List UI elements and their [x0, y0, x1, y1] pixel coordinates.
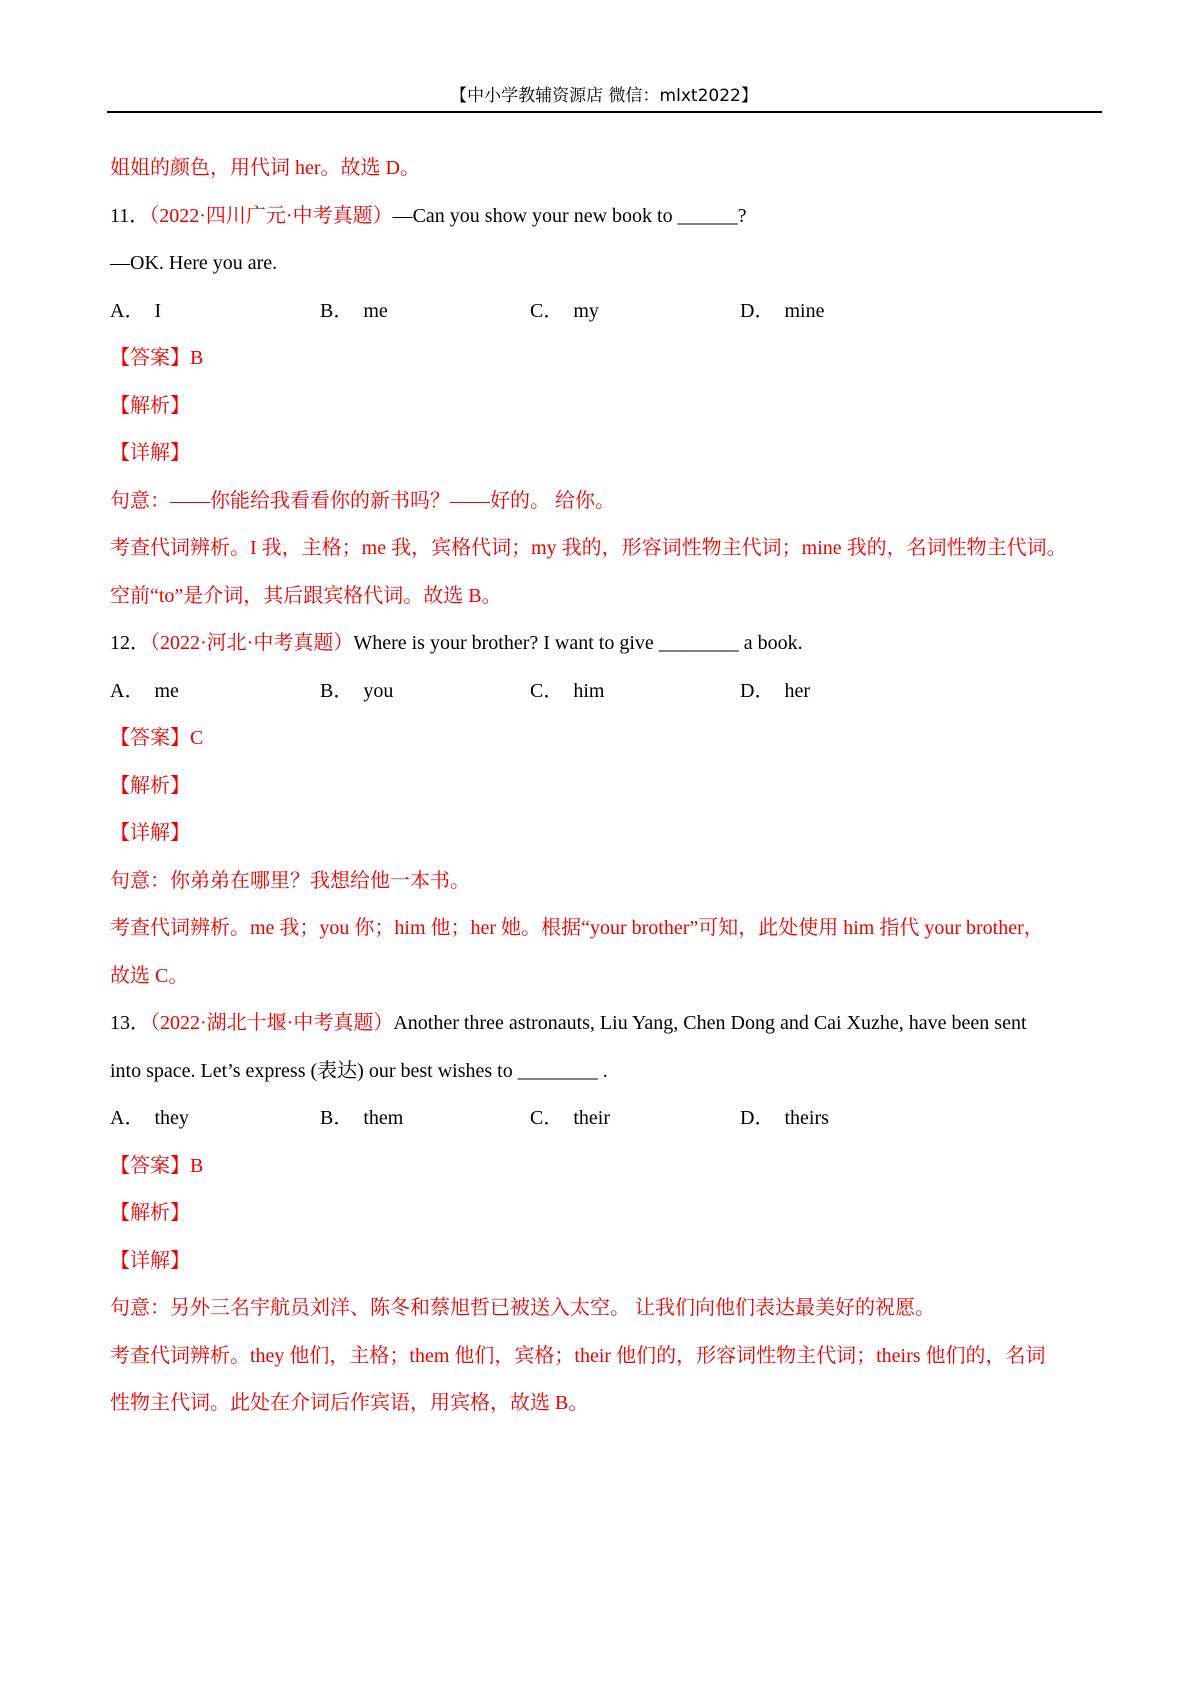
question-source: （2022·湖北十堰·中考真题） — [150, 1012, 394, 1034]
option-b — [320, 668, 530, 716]
option-text: they — [154, 1107, 189, 1129]
analysis-label: 【解析】 — [110, 774, 190, 797]
option-letter: B． — [320, 1107, 354, 1129]
explanation-line: 句意：——你能给我看看你的新书吗？——好的。 给你。 — [110, 489, 615, 512]
option-text: them — [363, 1107, 404, 1129]
option-c — [530, 1095, 740, 1143]
question-number: 11． — [110, 204, 150, 227]
document-body — [110, 145, 1105, 1428]
option-text: theirs — [784, 1107, 829, 1129]
question-source: （2022·河北·中考真题） — [150, 632, 354, 654]
option-d — [740, 1095, 950, 1143]
option-text: me — [363, 299, 388, 322]
option-b — [320, 288, 530, 336]
explanation-line: 句意：你弟弟在哪里？我想给他一本书。 — [110, 869, 470, 892]
option-d — [740, 668, 950, 716]
option-letter: C． — [530, 299, 564, 322]
options-row — [110, 668, 1105, 716]
option-letter: A． — [110, 299, 145, 322]
stem-text: —Can you show your new book to ______? — [392, 204, 747, 227]
option-d — [740, 288, 950, 336]
options-row — [110, 1095, 1105, 1143]
question-number: 12． — [110, 632, 150, 654]
option-letter: B． — [320, 299, 354, 322]
answer-label: 【答案】B — [110, 1154, 204, 1177]
answer-label: 【答案】C — [110, 727, 204, 749]
stem-text: into space. Let’s express (表达) our best wishes to ________ . — [110, 1059, 608, 1082]
option-b — [320, 1095, 530, 1143]
option-letter: A． — [110, 679, 145, 702]
header-divider — [107, 111, 1102, 113]
header-text: 【中小学教辅资源店 微信：mlxt2022】 — [450, 86, 758, 106]
option-c — [530, 668, 740, 716]
option-text: I — [154, 299, 162, 322]
explanation-line: 考查代词辨析。me 我；you 你；him 他；her 她。根据“your brother”可知，此处使用 him 指代 your brother， — [110, 917, 1044, 939]
option-letter: A． — [110, 1107, 145, 1129]
question-number: 13． — [110, 1012, 150, 1034]
explanation-line: 空前“to”是介词，其后跟宾格代词。故选 B。 — [110, 584, 502, 607]
option-c — [530, 288, 740, 336]
option-letter: B． — [320, 679, 354, 702]
intro-line: 姐姐的颜色，用代词 her。故选 D。 — [110, 157, 420, 179]
detail-label: 【详解】 — [110, 442, 190, 464]
question-12 — [110, 620, 1105, 1000]
option-a — [110, 668, 320, 716]
answer-label: 【答案】B — [110, 347, 204, 369]
option-text: him — [573, 679, 605, 702]
analysis-label: 【解析】 — [110, 394, 190, 417]
question-11 — [110, 193, 1105, 621]
explanation-line: 句意：另外三名宇航员刘洋、陈冬和蔡旭哲已被送入太空。 让我们向他们表达最美好的祝愿。 — [110, 1297, 935, 1319]
option-letter: D． — [740, 1107, 775, 1129]
option-a — [110, 288, 320, 336]
option-text: mine — [784, 299, 825, 322]
question-source: （2022·四川广元·中考真题） — [149, 204, 393, 227]
question-13 — [110, 1000, 1105, 1428]
explanation-line: 考查代词辨析。I 我，主格；me 我，宾格代词；my 我的，形容词性物主代词；mine 我的，名词性物主代词。 — [110, 537, 1067, 559]
option-text: my — [573, 299, 599, 322]
detail-label: 【详解】 — [110, 822, 190, 844]
options-row — [110, 288, 1105, 336]
stem-text: —OK. Here you are. — [110, 252, 278, 274]
analysis-label: 【解析】 — [110, 1202, 190, 1224]
option-letter: D． — [740, 679, 775, 702]
explanation-line: 故选 C。 — [110, 964, 189, 987]
stem-text: Where is your brother? I want to give ________ a book. — [353, 632, 803, 654]
question-stem — [110, 193, 1105, 241]
explanation-line: 性物主代词。此处在介词后作宾语，用宾格，故选 B。 — [110, 1392, 589, 1414]
option-text: you — [363, 679, 394, 702]
explanation-line: 考查代词辨析。they 他们，主格；them 他们，宾格；their 他们的，形容词性物主代词；theirs 他们的，名词 — [110, 1344, 1046, 1367]
stem-text: Another three astronauts, Liu Yang, Chen Dong and Cai Xuzhe, have been sent — [393, 1012, 1027, 1034]
option-text: her — [784, 679, 810, 702]
option-letter: C． — [530, 1107, 564, 1129]
page-header — [107, 83, 1101, 109]
option-a — [110, 1095, 320, 1143]
option-letter: C． — [530, 679, 564, 702]
option-text: me — [154, 679, 179, 702]
option-text: their — [573, 1107, 610, 1129]
question-stem — [110, 620, 1105, 668]
detail-label: 【详解】 — [110, 1249, 190, 1272]
option-letter: D． — [740, 299, 775, 322]
question-stem — [110, 1000, 1105, 1048]
